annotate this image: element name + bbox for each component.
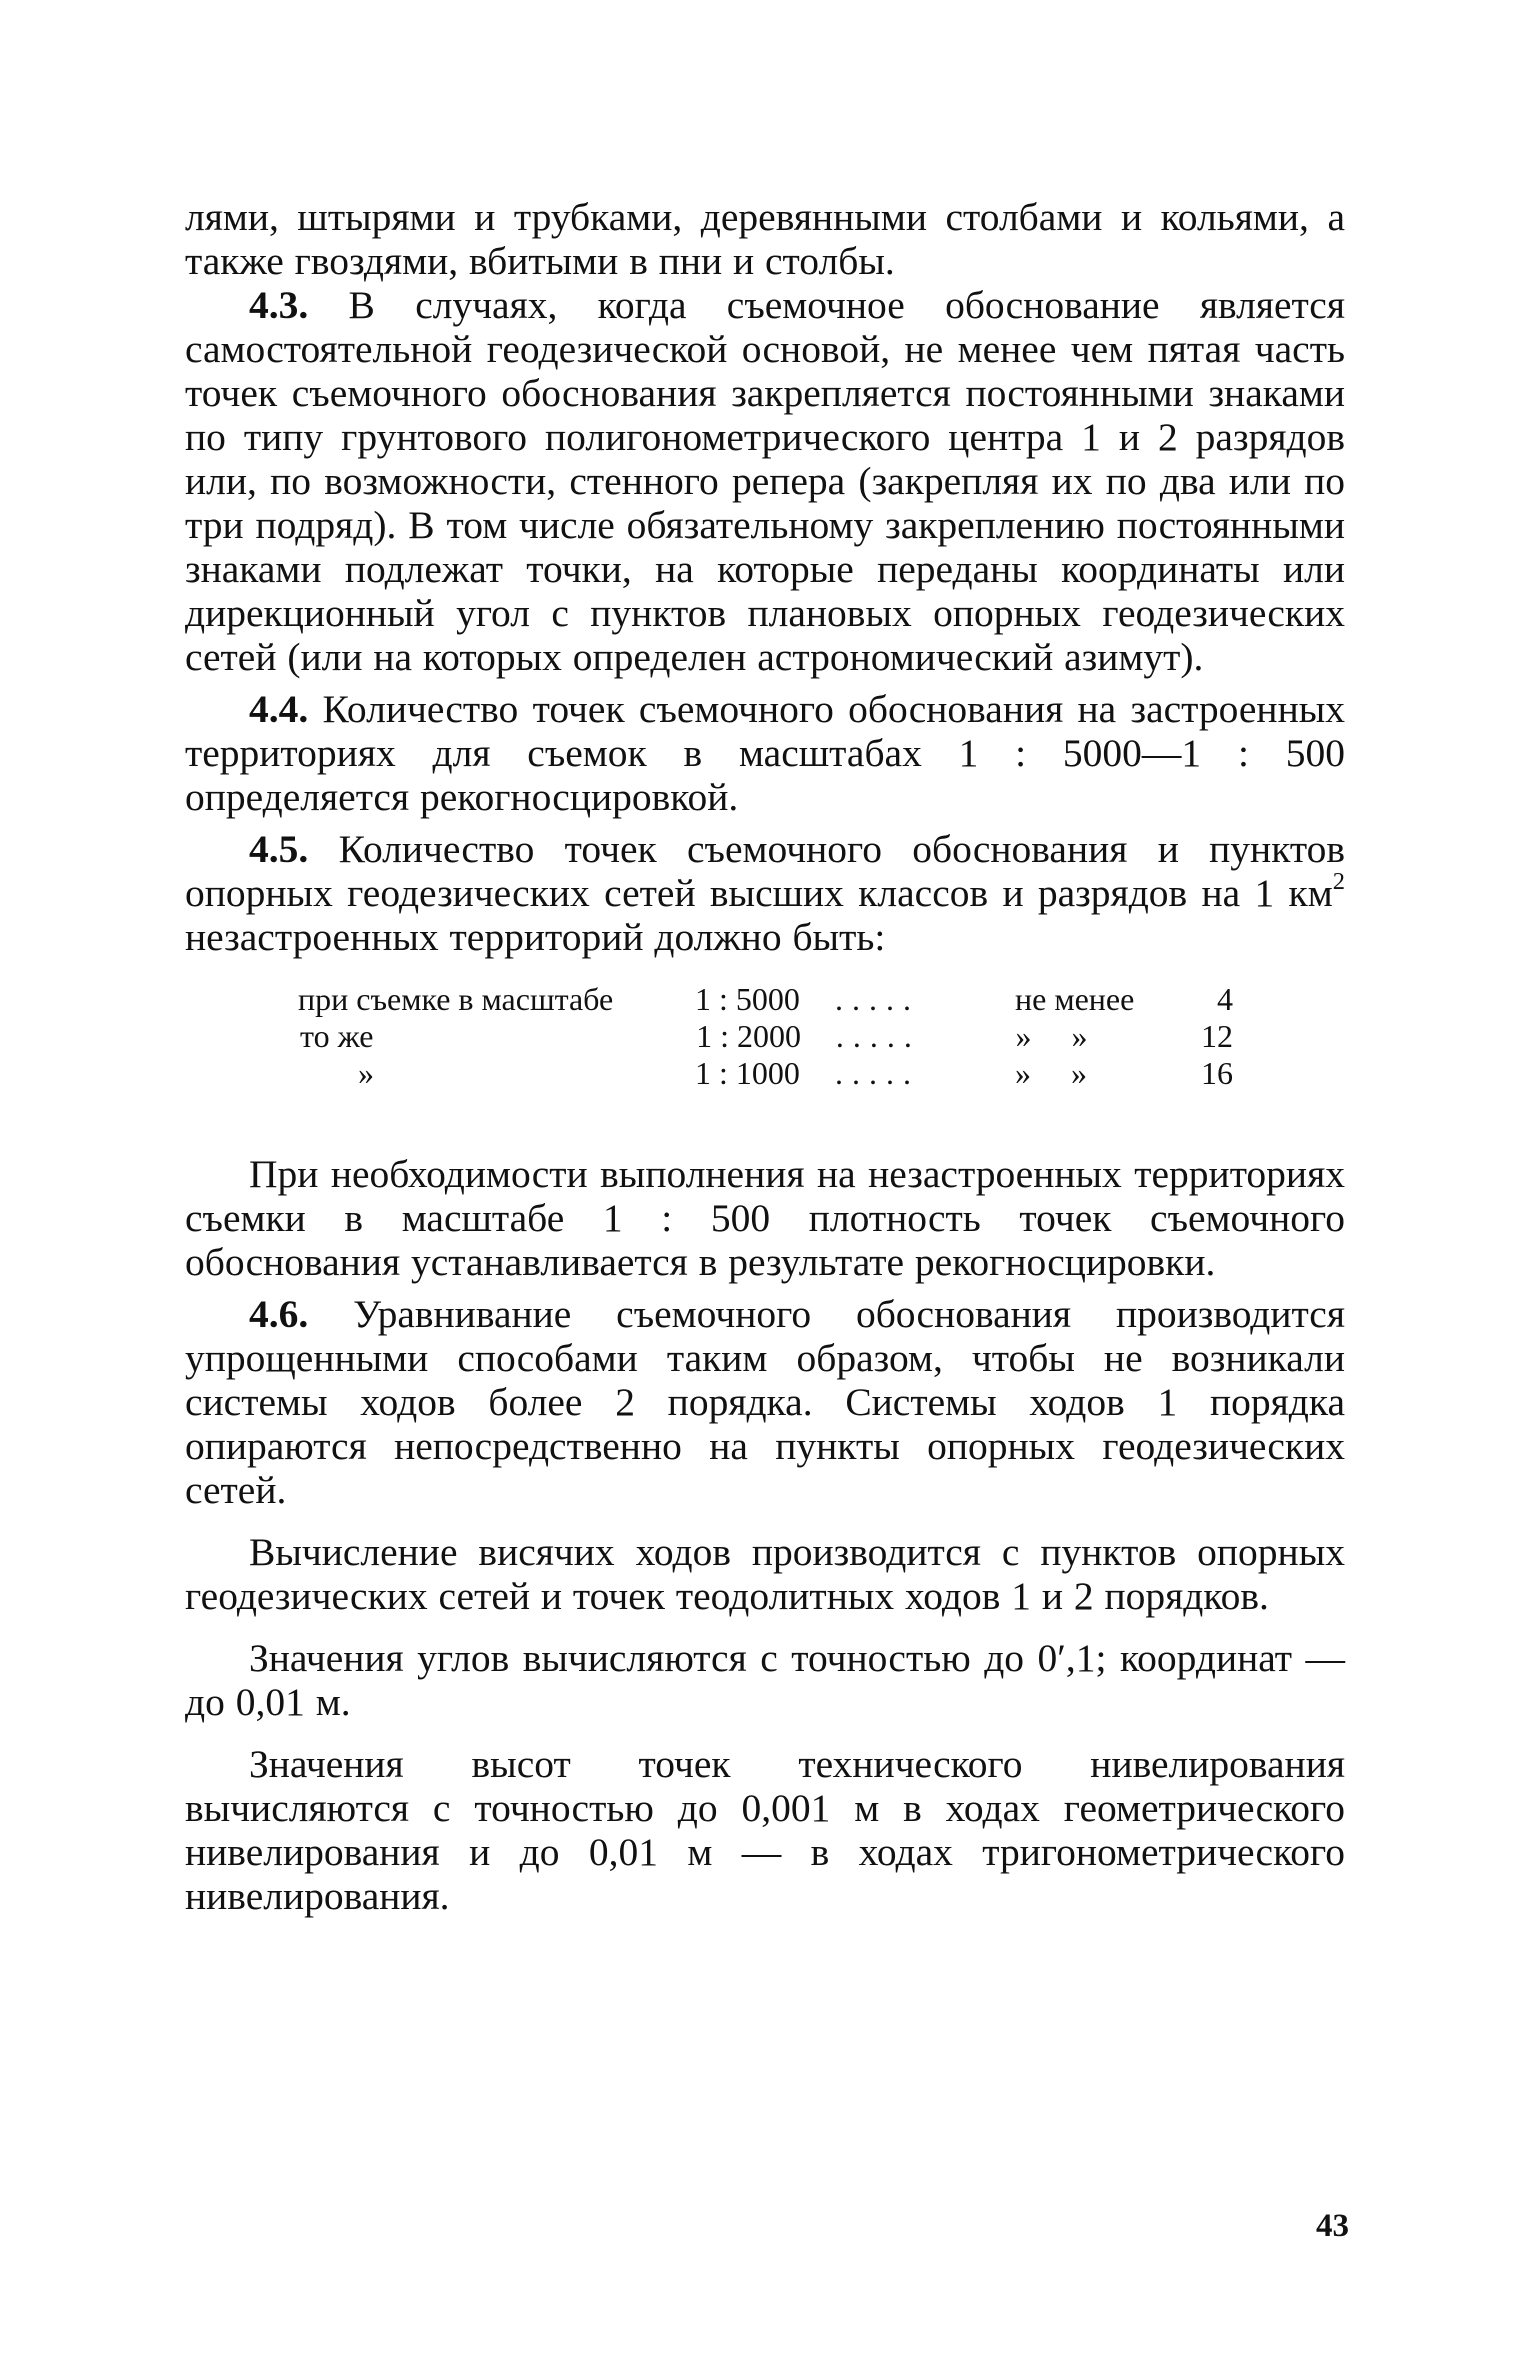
section-number: 4.5. (249, 827, 309, 871)
row-scale: 1 : 2000 (696, 1018, 802, 1054)
paragraph-angle-precision (185, 1636, 1345, 1724)
section-number: 4.6. (249, 1292, 309, 1336)
row-leader-dots: ..... (835, 1018, 921, 1054)
section-number: 4.4. (249, 687, 309, 731)
paragraph-4-6 (185, 1292, 1345, 1512)
table-row (298, 1055, 1233, 1092)
paragraph-hanging-traverses (185, 1530, 1345, 1618)
paragraph-text: Вычисление висячих ходов производится с пунктов опорных геодезических сетей и точек теодолитных ходов 1 и 2 порядков. (185, 1530, 1345, 1618)
row-condition: » » (1015, 1018, 1088, 1054)
row-value: 12 (1201, 1018, 1233, 1054)
paragraph-continuation (185, 195, 1345, 283)
row-leader-dots: ..... (835, 1055, 920, 1091)
paragraph-4-5 (185, 827, 1345, 959)
paragraph-text: При необходимости выполнения на незастроенных территориях съемки в масштабе 1 : 500 плотность точек съемочного обоснования устанавливается в результате рекогносцировки. (185, 1152, 1345, 1284)
page-body (185, 195, 1345, 1918)
row-label: при съемке в масштабе (298, 981, 614, 1017)
paragraph-text: Количество точек съемочного обоснования и пунктов опорных геодезических сетей высших классов и разрядов на 1 км (185, 827, 1345, 915)
paragraph-text: Количество точек съемочного обоснования на застроенных территориях для съемок в масштабах 1 : 5000—1 : 500 определяется рекогносцировкой. (185, 687, 1345, 819)
paragraph-text: Уравнивание съемочного обоснования производится упрощенными способами таким образом, чтобы не возникали системы ходов более 2 порядка. Системы ходов 1 порядка опираются непосредственно на пункты опорных геодезических сетей. (185, 1292, 1345, 1512)
superscript: 2 (1332, 868, 1345, 896)
row-label: то же (300, 1018, 374, 1054)
page-number: 43 (1316, 2208, 1349, 2244)
paragraph-height-precision (185, 1742, 1345, 1918)
paragraph-text: Значения высот точек технического нивелирования вычисляются с точностью до 0,001 м в ходах геометрического нивелирования и до 0,01 м — в ходах тригонометрического нивелирования. (185, 1742, 1345, 1918)
paragraph-density-note (185, 1152, 1345, 1284)
paragraph-text: лями, штырями и трубками, деревянными столбами и кольями, а также гвоздями, вбитыми в пни и столбы. (185, 195, 1345, 283)
paragraph-text: Значения углов вычисляются с точностью до 0′,1; координат — до 0,01 м. (185, 1636, 1345, 1724)
row-condition: » » (1015, 1055, 1087, 1091)
row-value: 4 (1217, 981, 1233, 1017)
row-condition: не менее (1015, 981, 1135, 1017)
paragraph-text: незастроенных территорий должно быть: (185, 915, 886, 959)
paragraph-4-3 (185, 283, 1345, 679)
paragraph-4-4 (185, 687, 1345, 819)
row-scale: 1 : 1000 (695, 1055, 800, 1091)
row-value: 16 (1201, 1055, 1233, 1091)
row-scale: 1 : 5000 (695, 981, 800, 1017)
density-table (298, 981, 1233, 1092)
row-leader-dots: ..... (835, 981, 920, 1017)
table-row (298, 981, 1233, 1018)
row-label: » (358, 1055, 374, 1091)
table-row (298, 1018, 1233, 1055)
paragraph-text: В случаях, когда съемочное обоснование является самостоятельной геодезической основой, не менее чем пятая часть точек съемочного обоснования закрепляется постоянными знаками по типу грунтового полигонометрического центра 1 и 2 разрядов или, по возможности, стенного репера (закрепляя их по два или по три подряд). В том числе обязательному закреплению постоянными знаками подлежат точки, на которые переданы координаты или дирекционный угол с пунктов плановых опорных геодезических сетей (или на которых определен астрономический азимут). (185, 283, 1345, 679)
section-number: 4.3. (249, 283, 309, 327)
